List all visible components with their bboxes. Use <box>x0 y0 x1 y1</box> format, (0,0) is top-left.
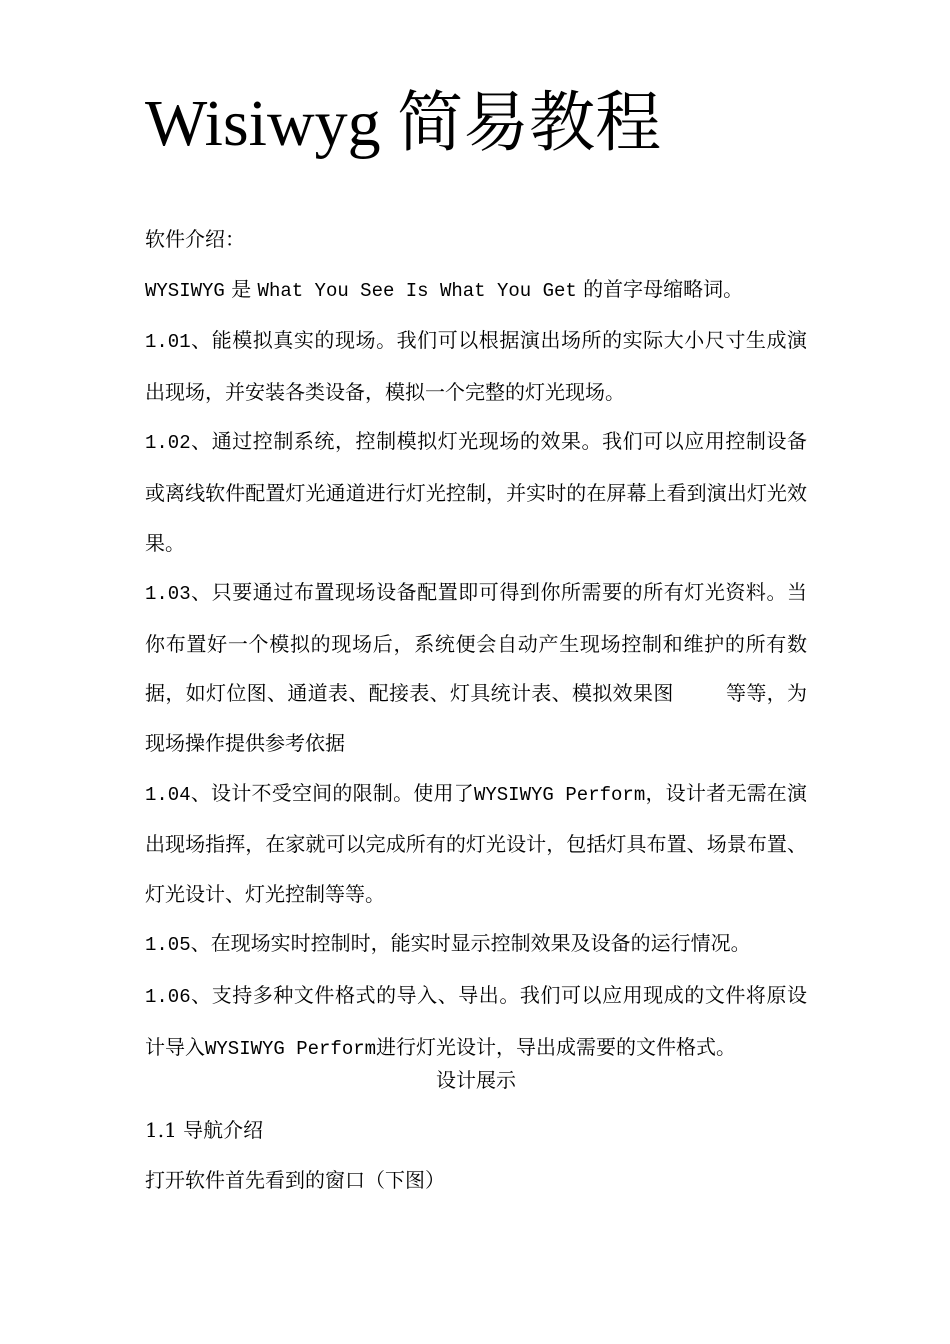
intro-heading: 软件介绍： <box>145 227 245 251</box>
nav-heading: 1.1 导航介绍 <box>145 1118 264 1142</box>
item-tail: 等等，为现场操作提供参考依据 <box>145 681 808 755</box>
item-text: ，设计者无需在演出现场指挥，在家就可以完成所有的灯光设计，包括灯具布置、场景布置、灯光设计、灯光控制等等。 <box>145 780 808 906</box>
item-text: 、支持多种文件格式的导入、导出。我们可以应用现成的文件将原设计导入 <box>145 982 807 1059</box>
item-number: 1.05 <box>145 934 191 957</box>
list-item <box>145 316 807 417</box>
list-item <box>145 919 807 971</box>
list-item <box>145 568 807 768</box>
list-item <box>145 417 807 568</box>
item-number: 1.02 <box>145 432 191 455</box>
list-item <box>145 769 807 920</box>
product-name: WYSIWYG Perform <box>473 783 646 806</box>
definition-is: 是 <box>231 276 252 301</box>
nav-section <box>145 1106 807 1205</box>
item-number: 1.01 <box>145 331 191 354</box>
item-text: 、设计不受空间的限制。使用了 <box>190 780 474 805</box>
item-text: 进行灯光设计，导出成需要的文件格式。 <box>376 1034 737 1059</box>
item-text: 、能模拟真实的现场。我们可以根据演出场所的实际大小尺寸生成演出现场，并安装各类设备，模拟一个完整的灯光现场。 <box>145 328 807 404</box>
intro-section <box>145 215 807 1074</box>
definition-paragraph <box>145 265 807 317</box>
nav-text: 打开软件首先看到的窗口（下图） <box>145 1167 445 1192</box>
item-text: 、只要通过布置现场设备配置即可得到你所需要的所有灯光资料。当你布置好一个模拟的现场后，系统便会自动产生现场控制和维护的所有数据，如灯位图、通道表、配接表、灯具统计表、模拟效果图 <box>145 580 807 706</box>
design-heading: 设计展示 <box>436 1068 516 1092</box>
item-number: 1.04 <box>145 783 191 806</box>
item-text: 、在现场实时控制时，能实时显示控制效果及设备的运行情况。 <box>190 931 751 956</box>
item-text: 、通过控制系统，控制模拟灯光现场的效果。我们可以应用控制设备或离线软件配置灯光通道进行灯光控制，并实时的在屏幕上看到演出灯光效果。 <box>145 429 807 555</box>
acronym-phrase: What You See Is What You Get <box>257 279 577 302</box>
item-number: 1.03 <box>145 583 191 606</box>
document-title: Wisiwyg 简易教程 <box>145 87 662 160</box>
item-number: 1.06 <box>145 985 191 1008</box>
product-name: WYSIWYG Perform <box>205 1037 377 1060</box>
acronym: WYSIWYG <box>145 279 225 302</box>
definition-rest: 的首字母缩略词。 <box>583 276 744 301</box>
